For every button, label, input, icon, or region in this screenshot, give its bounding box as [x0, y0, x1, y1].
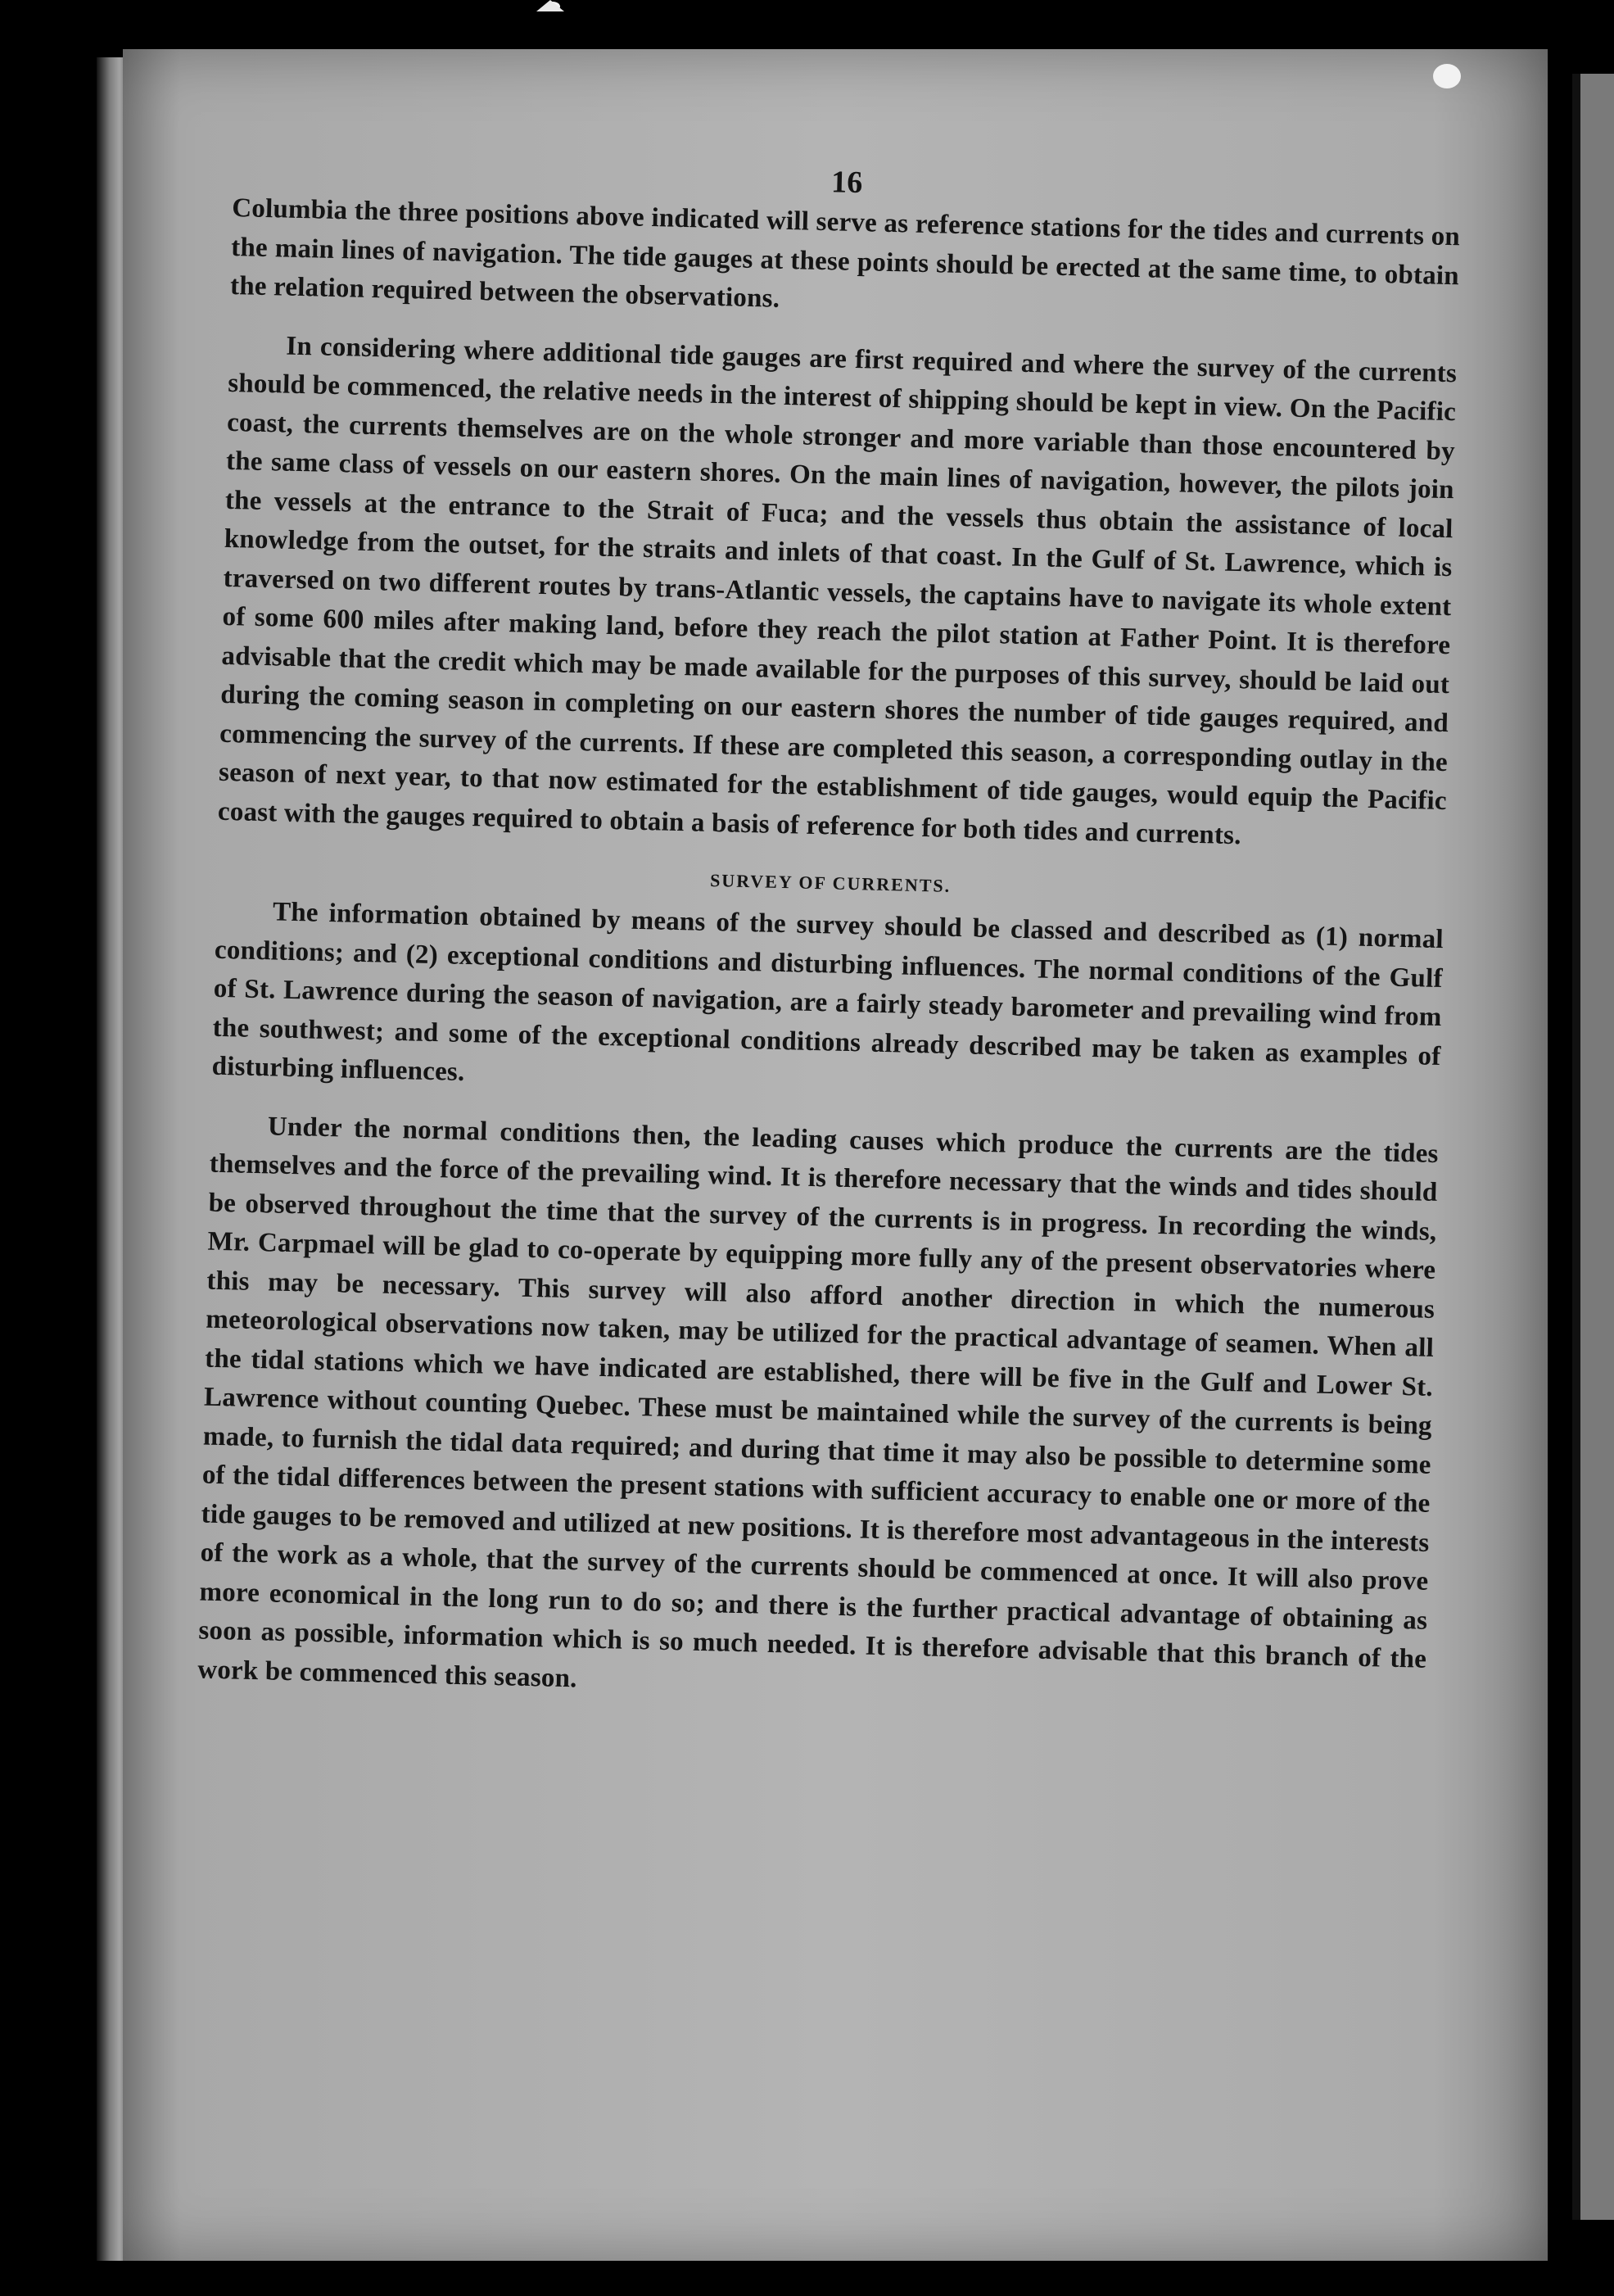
- paragraph: In considering where additional tide gauges are first required and where the survey of the currents should be commenced, the relative needs in the interest of shipping should be kept in view. On the Pacific coast, the currents themselves are on the whole stronger and more variable than those encountered by the same class of vessels on our eastern shores. On the main lines of navigation, however, the pilots join the vessels at the entrance to the Strait of Fuca; and the vessels thus obtain the assistance of local knowledge from the outset, for the straits and inlets of that coast. In the Gulf of St. Lawrence, which is traversed on two different routes by trans-Atlantic vessels, the captains have to navigate its whole extent of some 600 miles after making land, before they reach the pilot station at Father Point. It is therefore advisable that the credit which may be made available for the purposes of this survey, should be laid out during the coming season in completing on our eastern shores the number of tide gauges required, and commencing the survey of the currents. If these are completed this season, a corresponding outlay in the season of next year, to that now estimated for the establishment of tide gauges, would equip the Pacific coast with the gauges required to obtain a basis of reference for both tides and currents.: [217, 331, 1458, 850]
- page-number: 16: [830, 165, 864, 201]
- book-spine-right: [1580, 74, 1614, 2220]
- section-heading: SURVEY OF CURRENTS.: [709, 869, 952, 896]
- paragraph: The information obtained by means of the survey should be classed and described as (1) normal conditions; and (2) exceptional conditions and disturbing influences. The normal conditions of the Gulf of St. Lawrence during the season of navigation, are a fairly steady barometer and prevailing wind from the southwest; and some of the exceptional conditions already described may be taken as examples of disturbing influences.: [211, 897, 1444, 1087]
- paragraph-continued: Columbia the three positions above indicated will serve as reference stations for the tides and currents on the main lines of navigation. The tide gauges at these points should be erected at the same time, to obtain the relation required between the observations.: [229, 192, 1461, 314]
- paragraph: Under the normal conditions then, the leading causes which produce the currents are the tides themselves and the force of the prevailing wind. It is therefore necessary that the winds and tides should be observed throughout the time that the survey of the currents is in progress. In recording the winds, Mr. Carpmael will be glad to co-operate by equipping more fully any of the present observatories where this may be necessary. This survey will also afford another direction in which the numerous meteorological observations now taken, may be utilized for the practical advantage of seamen. When all the tidal stations which we have indicated are established, there will be five in the Gulf and Lower St. Lawrence without counting Quebec. These must be maintained while the survey of the currents is being made, to furnish the tidal data required; and during that time it may also be possible to determine some of the tidal differences between the present stations with sufficient accuracy to enable one or more of the tide gauges to be removed and utilized at new positions. It is therefore most advantageous in the interests of the work as a whole, that the survey of the currents should be commenced at once. It will also prove more economical in the long run to do so; and there is the further practical advantage of obtaining as soon as possible, information which is so much needed. It is therefore advisable that this branch of the work be commenced this season.: [197, 1111, 1440, 1693]
- scan-blemish: [1433, 64, 1461, 88]
- page-text-column: [197, 152, 1462, 1719]
